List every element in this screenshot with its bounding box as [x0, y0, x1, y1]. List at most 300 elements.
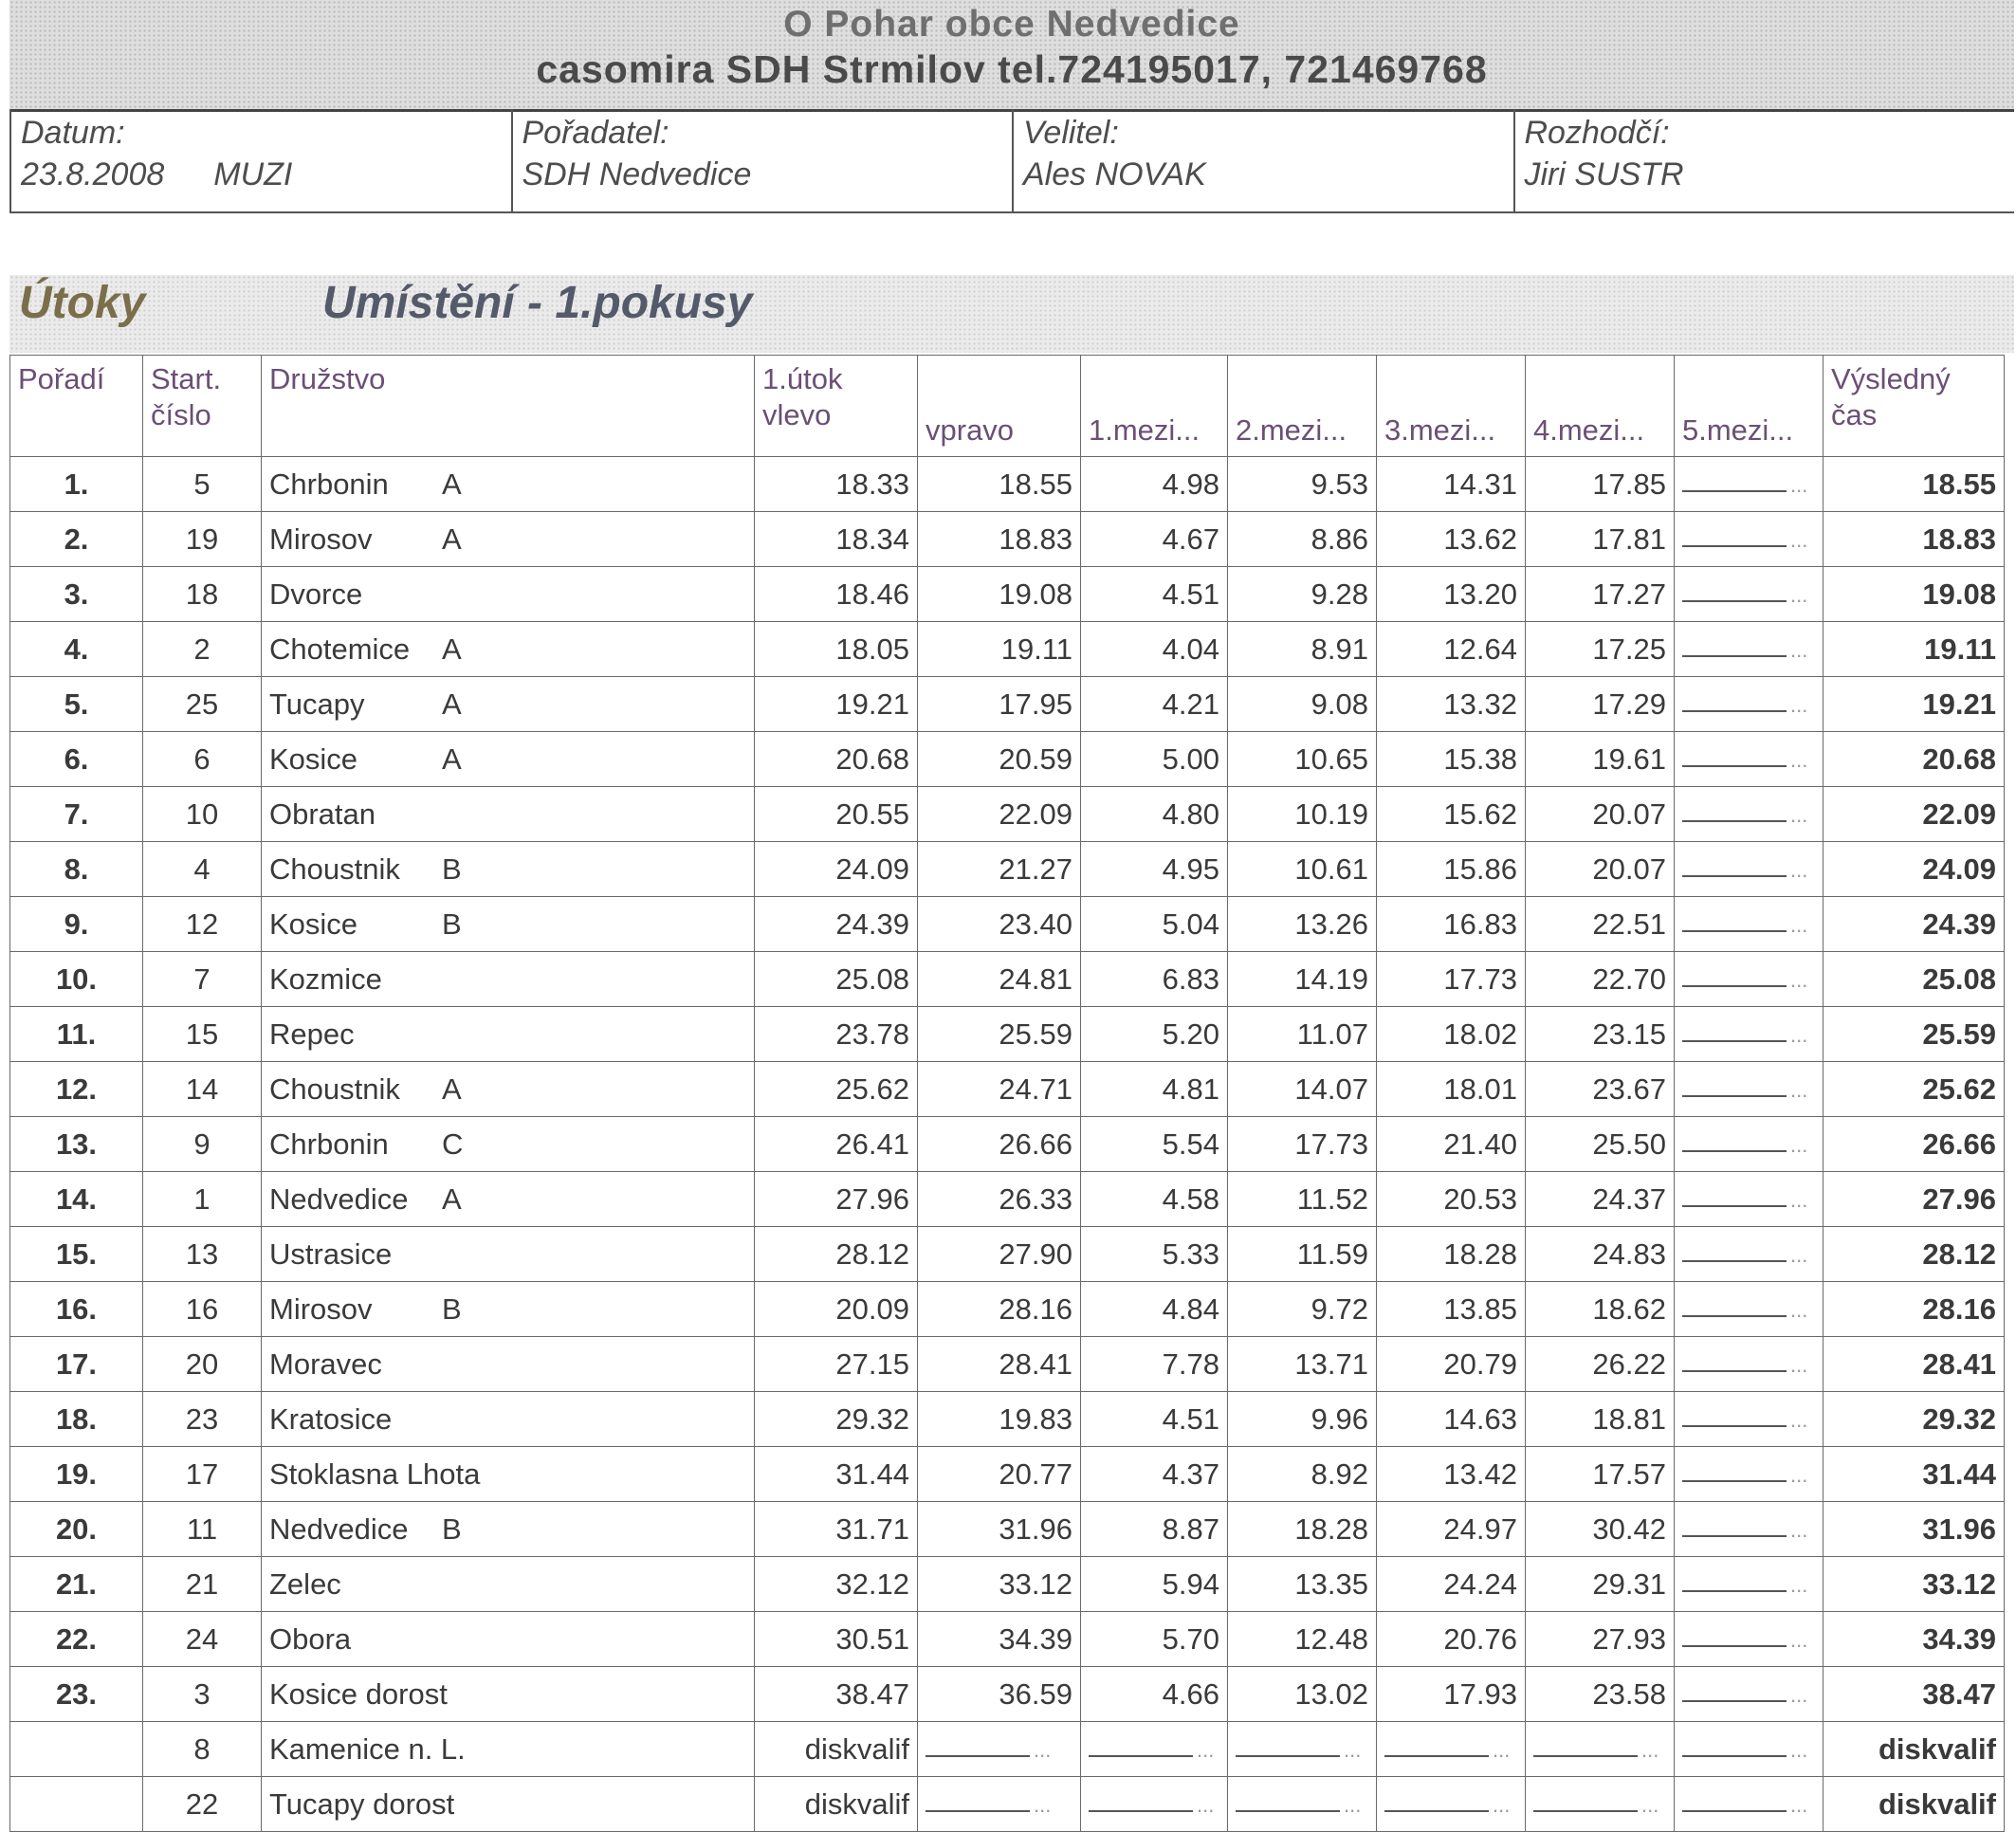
start-number-cell: 8 [143, 1722, 262, 1777]
split3-cell [1377, 1722, 1526, 1777]
split5-cell [1675, 1392, 1824, 1447]
start-number-cell: 3 [143, 1667, 262, 1722]
blank-dots: ... [1790, 1353, 1808, 1377]
rank-cell: 22. [10, 1612, 143, 1667]
blank-line [926, 1731, 1030, 1757]
table-row [10, 622, 2005, 677]
blank-line [1682, 1511, 1787, 1537]
rank-cell: 9. [10, 897, 143, 952]
split1-cell: 4.58 [1081, 1172, 1228, 1227]
left-time-cell: 27.15 [755, 1337, 918, 1392]
rank-cell [10, 1777, 143, 1832]
right-time-cell: 23.40 [918, 897, 1081, 952]
split3-cell: 20.76 [1377, 1612, 1526, 1667]
split2-cell: 11.52 [1228, 1172, 1377, 1227]
team-cell [262, 1007, 755, 1062]
split1-cell: 4.51 [1081, 1392, 1228, 1447]
split2-cell: 14.07 [1228, 1062, 1377, 1117]
final-time-cell: 25.08 [1824, 952, 2005, 1007]
start-number-cell: 6 [143, 732, 262, 787]
blank-dots: ... [1790, 1023, 1808, 1047]
blank-dots: ... [1790, 1463, 1808, 1487]
split3-cell: 17.93 [1377, 1667, 1526, 1722]
left-time-cell: 18.34 [755, 512, 918, 567]
rank-cell [10, 1722, 143, 1777]
rank-cell: 20. [10, 1502, 143, 1557]
team-name: Tucapy dorost [269, 1786, 455, 1821]
split2-cell [1228, 1722, 1377, 1777]
split3-cell: 14.63 [1377, 1392, 1526, 1447]
split1-cell: 5.94 [1081, 1557, 1228, 1612]
start-number-cell: 11 [143, 1502, 262, 1557]
split4-cell: 17.25 [1526, 622, 1675, 677]
team-name: Repec [269, 1017, 355, 1051]
team-cell [262, 1502, 755, 1557]
rank-cell: 15. [10, 1227, 143, 1282]
col-right: vpravo [918, 356, 1081, 457]
final-time-cell: 18.83 [1824, 512, 2005, 567]
split2-cell [1228, 1777, 1377, 1832]
info-poradatel [511, 109, 1013, 211]
blank-dots: ... [1790, 693, 1808, 717]
team-cell [262, 567, 755, 622]
blank-line [1682, 1676, 1787, 1702]
right-time-cell: 24.81 [918, 952, 1081, 1007]
poradatel-label: Pořadatel: [522, 115, 669, 151]
team-name: Chrbonin [269, 1127, 389, 1161]
team-name: Mirosov [269, 1292, 373, 1326]
team-cell [262, 1172, 755, 1227]
team-group: A [442, 742, 462, 776]
split2-cell: 12.48 [1228, 1612, 1377, 1667]
split1-cell: 5.20 [1081, 1007, 1228, 1062]
table-row [10, 732, 2005, 787]
blank-line [1682, 1621, 1787, 1647]
table-row [10, 842, 2005, 897]
blank-line [1682, 1291, 1787, 1317]
right-time-cell: 19.08 [918, 567, 1081, 622]
split4-cell: 20.07 [1526, 787, 1675, 842]
start-number-cell: 22 [143, 1777, 262, 1832]
split1-cell: 4.66 [1081, 1667, 1228, 1722]
final-time-cell: 31.96 [1824, 1502, 2005, 1557]
col-team: Družstvo [262, 356, 755, 457]
split2-cell: 13.02 [1228, 1667, 1377, 1722]
split5-cell [1675, 512, 1824, 567]
final-time-cell: 38.47 [1824, 1667, 2005, 1722]
team-name: Mirosov [269, 522, 373, 556]
split2-cell: 11.07 [1228, 1007, 1377, 1062]
split5-cell [1675, 732, 1824, 787]
team-cell [262, 1062, 755, 1117]
split5-cell [1675, 842, 1824, 897]
split3-cell: 18.28 [1377, 1227, 1526, 1282]
rank-cell: 13. [10, 1117, 143, 1172]
split4-cell: 24.37 [1526, 1172, 1675, 1227]
split5-cell [1675, 1062, 1824, 1117]
team-cell [262, 842, 755, 897]
split3-cell: 24.97 [1377, 1502, 1526, 1557]
split1-cell: 7.78 [1081, 1337, 1228, 1392]
start-number-cell: 15 [143, 1007, 262, 1062]
team-name: Zelec [269, 1566, 341, 1601]
blank-dots: ... [1034, 1738, 1052, 1762]
team-group: C [442, 1127, 464, 1161]
split1-cell: 4.67 [1081, 512, 1228, 567]
blank-dots: ... [1790, 1243, 1808, 1267]
rank-cell: 23. [10, 1667, 143, 1722]
blank-dots: ... [1790, 583, 1808, 607]
split1-cell: 5.04 [1081, 897, 1228, 952]
datum-label: Datum: [21, 115, 125, 151]
left-time-cell: 20.09 [755, 1282, 918, 1337]
start-number-cell: 14 [143, 1062, 262, 1117]
blank-dots: ... [1790, 748, 1808, 772]
split4-cell [1526, 1777, 1675, 1832]
start-number-cell: 23 [143, 1392, 262, 1447]
team-cell [262, 1337, 755, 1392]
rank-cell: 7. [10, 787, 143, 842]
split4-cell: 19.61 [1526, 732, 1675, 787]
right-time-cell [918, 1777, 1081, 1832]
table-row [10, 1172, 2005, 1227]
final-time-cell: 24.39 [1824, 897, 2005, 952]
datum-value-line [21, 154, 502, 195]
table-row [10, 512, 2005, 567]
header-banner [9, 0, 2014, 112]
right-time-cell: 26.66 [918, 1117, 1081, 1172]
split1-cell: 4.84 [1081, 1282, 1228, 1337]
team-group: A [442, 467, 462, 501]
start-number-cell: 24 [143, 1612, 262, 1667]
blank-dots: ... [1641, 1793, 1659, 1817]
table-row [10, 457, 2005, 512]
datum-value: 23.8.2008 [21, 156, 165, 192]
rozhodci-value: Jiri SUSTR [1524, 156, 1684, 192]
blank-dots: ... [1790, 803, 1808, 827]
blank-dots: ... [1790, 1793, 1808, 1817]
blank-dots: ... [1790, 913, 1808, 937]
team-name: Kratosice [269, 1401, 393, 1436]
right-time-cell: 22.09 [918, 787, 1081, 842]
blank-line [1682, 1236, 1787, 1262]
team-name: Kosice [269, 907, 358, 941]
col-start: Start. číslo [143, 356, 262, 457]
split3-cell: 15.62 [1377, 787, 1526, 842]
blank-line [1236, 1786, 1340, 1812]
split4-cell: 17.29 [1526, 677, 1675, 732]
rank-cell: 8. [10, 842, 143, 897]
rank-cell: 3. [10, 567, 143, 622]
split3-cell: 13.62 [1377, 512, 1526, 567]
split4-cell: 17.57 [1526, 1447, 1675, 1502]
start-number-cell: 13 [143, 1227, 262, 1282]
blank-line [1682, 961, 1787, 987]
start-number-cell: 25 [143, 677, 262, 732]
table-row [10, 1777, 2005, 1832]
right-time-cell: 19.83 [918, 1392, 1081, 1447]
team-cell [262, 1667, 755, 1722]
split1-cell: 4.51 [1081, 567, 1228, 622]
team-group: A [442, 632, 462, 666]
final-time-cell: 26.66 [1824, 1117, 2005, 1172]
split3-cell: 15.86 [1377, 842, 1526, 897]
velitel-label: Velitel: [1023, 115, 1119, 151]
left-time-cell: 28.12 [755, 1227, 918, 1282]
split2-cell: 9.08 [1228, 677, 1377, 732]
split4-cell: 23.58 [1526, 1667, 1675, 1722]
left-time-cell: diskvalif [755, 1722, 918, 1777]
blank-dots: ... [1790, 1518, 1808, 1542]
final-time-cell: diskvalif [1824, 1722, 2005, 1777]
split4-cell: 25.50 [1526, 1117, 1675, 1172]
table-row [10, 952, 2005, 1007]
right-time-cell: 28.16 [918, 1282, 1081, 1337]
velitel-value: Ales NOVAK [1023, 156, 1206, 192]
team-cell [262, 732, 755, 787]
blank-dots: ... [1790, 1573, 1808, 1597]
rank-cell: 17. [10, 1337, 143, 1392]
blank-dots: ... [1790, 1298, 1808, 1322]
table-row [10, 1337, 2005, 1392]
team-name: Stoklasna Lhota [269, 1456, 481, 1491]
split5-cell [1675, 1502, 1824, 1557]
team-group: B [442, 1292, 462, 1326]
team-cell [262, 952, 755, 1007]
split2-cell: 13.35 [1228, 1557, 1377, 1612]
team-name: Dvorce [269, 577, 363, 611]
team-name: Obratan [269, 797, 376, 831]
split5-cell [1675, 787, 1824, 842]
blank-line [1682, 686, 1787, 712]
header-row [10, 356, 2005, 457]
start-number-cell: 17 [143, 1447, 262, 1502]
final-time-cell: 25.59 [1824, 1007, 2005, 1062]
rank-cell: 6. [10, 732, 143, 787]
blank-line [1682, 521, 1787, 547]
split1-cell: 6.83 [1081, 952, 1228, 1007]
right-time-cell [918, 1722, 1081, 1777]
split5-cell [1675, 1282, 1824, 1337]
split4-cell [1526, 1722, 1675, 1777]
table-row [10, 1667, 2005, 1722]
blank-line [1682, 1346, 1787, 1372]
split4-cell: 18.62 [1526, 1282, 1675, 1337]
table-row [10, 677, 2005, 732]
rank-cell: 2. [10, 512, 143, 567]
split1-cell [1081, 1722, 1228, 1777]
blank-dots: ... [1790, 858, 1808, 882]
split2-cell: 9.53 [1228, 457, 1377, 512]
table-row [10, 1117, 2005, 1172]
blank-dots: ... [1344, 1793, 1362, 1817]
col-split2: 2.mezi... [1228, 356, 1377, 457]
right-time-cell: 17.95 [918, 677, 1081, 732]
split4-cell: 26.22 [1526, 1337, 1675, 1392]
split1-cell: 4.80 [1081, 787, 1228, 842]
blank-line [1682, 466, 1787, 492]
col-split5: 5.mezi... [1675, 356, 1824, 457]
right-time-cell: 27.90 [918, 1227, 1081, 1282]
final-time-cell: 22.09 [1824, 787, 2005, 842]
blank-dots: ... [1790, 968, 1808, 992]
blank-line [1682, 1786, 1787, 1812]
split4-cell: 17.27 [1526, 567, 1675, 622]
split1-cell: 4.95 [1081, 842, 1228, 897]
team-group: A [442, 1072, 462, 1106]
blank-dots: ... [1641, 1738, 1659, 1762]
split2-cell: 10.19 [1228, 787, 1377, 842]
blank-dots: ... [1790, 1738, 1808, 1762]
team-group: A [442, 522, 462, 556]
blank-dots: ... [1790, 1408, 1808, 1432]
info-velitel [1012, 109, 1513, 211]
left-time-cell: 26.41 [755, 1117, 918, 1172]
blank-line [1682, 631, 1787, 657]
final-time-cell: 24.09 [1824, 842, 2005, 897]
blank-line [1089, 1731, 1193, 1757]
split1-cell: 5.33 [1081, 1227, 1228, 1282]
col-rank: Pořadí [10, 356, 143, 457]
team-name: Moravec [269, 1347, 382, 1381]
team-cell [262, 622, 755, 677]
split3-cell: 12.64 [1377, 622, 1526, 677]
team-cell [262, 1777, 755, 1832]
right-time-cell: 24.71 [918, 1062, 1081, 1117]
split3-cell: 18.02 [1377, 1007, 1526, 1062]
rank-cell: 5. [10, 677, 143, 732]
split5-cell [1675, 1612, 1824, 1667]
split5-cell [1675, 1777, 1824, 1832]
split1-cell: 5.00 [1081, 732, 1228, 787]
left-time-cell: 23.78 [755, 1007, 918, 1062]
blank-line [1682, 851, 1787, 877]
info-datum [9, 109, 511, 211]
left-time-cell: 27.96 [755, 1172, 918, 1227]
final-time-cell: 34.39 [1824, 1612, 2005, 1667]
split5-cell [1675, 1557, 1824, 1612]
left-time-cell: diskvalif [755, 1777, 918, 1832]
split2-cell: 9.28 [1228, 567, 1377, 622]
blank-line [1533, 1731, 1638, 1757]
team-cell [262, 1612, 755, 1667]
team-name: Choustnik [269, 852, 400, 886]
blank-dots: ... [1790, 1683, 1808, 1707]
section-title: Útoky [19, 278, 146, 328]
left-time-cell: 38.47 [755, 1667, 918, 1722]
final-time-cell: 28.41 [1824, 1337, 2005, 1392]
rank-cell: 16. [10, 1282, 143, 1337]
blank-dots: ... [1790, 1628, 1808, 1652]
blank-dots: ... [1493, 1738, 1511, 1762]
final-time-cell: 33.12 [1824, 1557, 2005, 1612]
left-time-cell: 30.51 [755, 1612, 918, 1667]
split2-cell: 8.86 [1228, 512, 1377, 567]
blank-line [1236, 1731, 1340, 1757]
split4-cell: 22.70 [1526, 952, 1675, 1007]
start-number-cell: 18 [143, 567, 262, 622]
split5-cell [1675, 1722, 1824, 1777]
blank-line [1384, 1731, 1489, 1757]
blank-dots: ... [1344, 1738, 1362, 1762]
rank-cell: 18. [10, 1392, 143, 1447]
split4-cell: 20.07 [1526, 842, 1675, 897]
split3-cell: 13.32 [1377, 677, 1526, 732]
rank-cell: 1. [10, 457, 143, 512]
final-time-cell: 31.44 [1824, 1447, 2005, 1502]
table-row [10, 1557, 2005, 1612]
split4-cell: 23.67 [1526, 1062, 1675, 1117]
team-group: B [442, 852, 462, 886]
split2-cell: 9.96 [1228, 1392, 1377, 1447]
split5-cell [1675, 622, 1824, 677]
split3-cell: 21.40 [1377, 1117, 1526, 1172]
blank-line [1682, 1731, 1787, 1757]
split2-cell: 13.71 [1228, 1337, 1377, 1392]
left-time-cell: 24.39 [755, 897, 918, 952]
team-name: Obora [269, 1621, 352, 1656]
split3-cell: 20.53 [1377, 1172, 1526, 1227]
right-time-cell: 31.96 [918, 1502, 1081, 1557]
split4-cell: 22.51 [1526, 897, 1675, 952]
split2-cell: 10.61 [1228, 842, 1377, 897]
start-number-cell: 2 [143, 622, 262, 677]
team-cell [262, 1557, 755, 1612]
team-cell [262, 457, 755, 512]
team-name: Choustnik [269, 1072, 400, 1106]
split4-cell: 29.31 [1526, 1557, 1675, 1612]
blank-line [1682, 1456, 1787, 1482]
left-time-cell: 18.33 [755, 457, 918, 512]
split1-cell: 5.70 [1081, 1612, 1228, 1667]
final-time-cell: 19.21 [1824, 677, 2005, 732]
final-time-cell: 19.08 [1824, 567, 2005, 622]
col-split4: 4.mezi... [1526, 356, 1675, 457]
blank-dots: ... [1790, 528, 1808, 552]
table-row [10, 1007, 2005, 1062]
table-row [10, 1447, 2005, 1502]
col-split1: 1.mezi... [1081, 356, 1228, 457]
team-name: Chrbonin [269, 467, 389, 501]
split5-cell [1675, 677, 1824, 732]
split5-cell [1675, 897, 1824, 952]
team-name: Nedvedice [269, 1511, 409, 1546]
team-group: B [442, 907, 462, 941]
col-split3: 3.mezi... [1377, 356, 1526, 457]
final-time-cell: diskvalif [1824, 1777, 2005, 1832]
split4-cell: 17.85 [1526, 457, 1675, 512]
split5-cell [1675, 1172, 1824, 1227]
blank-dots: ... [1790, 1188, 1808, 1212]
final-time-cell: 25.62 [1824, 1062, 2005, 1117]
left-time-cell: 20.55 [755, 787, 918, 842]
left-time-cell: 18.46 [755, 567, 918, 622]
final-time-cell: 28.16 [1824, 1282, 2005, 1337]
split3-cell: 20.79 [1377, 1337, 1526, 1392]
team-group: B [442, 1511, 462, 1546]
table-row [10, 1502, 2005, 1557]
right-time-cell: 25.59 [918, 1007, 1081, 1062]
final-time-cell: 27.96 [1824, 1172, 2005, 1227]
section-subtitle: Umístění - 1.pokusy [322, 278, 753, 328]
table-row [10, 897, 2005, 952]
results-table [9, 355, 2005, 1832]
split3-cell: 13.85 [1377, 1282, 1526, 1337]
split5-cell [1675, 1447, 1824, 1502]
team-name: Kamenice n. L. [269, 1731, 466, 1766]
split1-cell: 4.37 [1081, 1447, 1228, 1502]
category-value: MUZI [213, 156, 293, 192]
